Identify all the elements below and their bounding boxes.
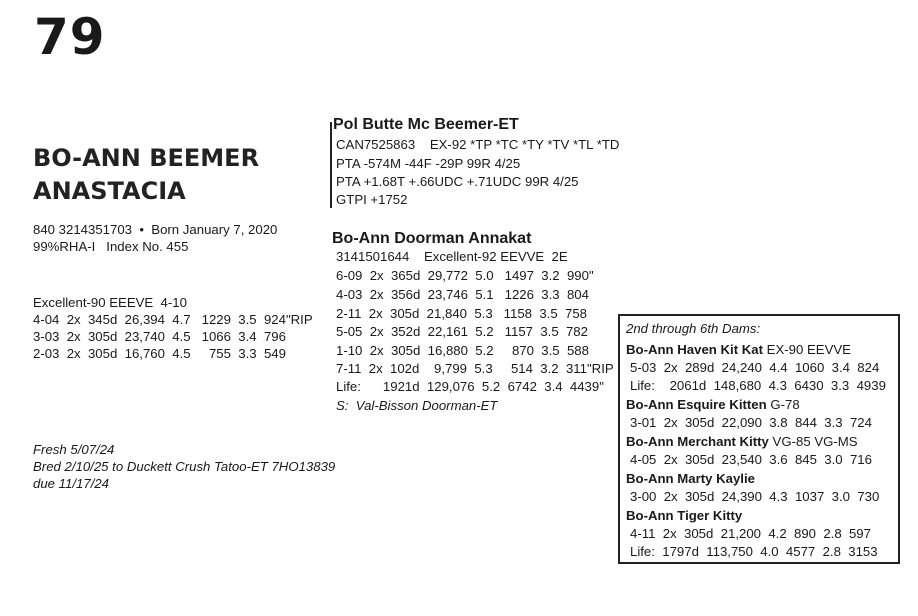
dam-record-6: 7-11 2x 102d 9,799 5.3 514 3.2 311"RIP (336, 361, 614, 376)
dam-record-3: 2-11 2x 305d 21,840 5.3 1158 3.5 758 (336, 306, 587, 321)
cow-name-line-1: BO-ANN BEEMER (33, 144, 260, 172)
sire-divider (330, 122, 332, 208)
cow-record-3: 2-03 2x 305d 16,760 4.5 755 3.3 549 (33, 346, 286, 361)
dam-name: Bo-Ann Doorman Annakat (332, 230, 532, 247)
ancestor-record: 4-05 2x 305d 23,540 3.6 845 3.0 716 (630, 452, 872, 467)
rha-index-line: 99%RHA-I Index No. 455 (33, 239, 189, 254)
cow-name-line-2: ANASTACIA (33, 177, 186, 205)
ancestor-6th-dam (626, 507, 742, 524)
dam-record-2: 4-03 2x 356d 23,746 5.1 1226 3.3 804 (336, 287, 589, 302)
ancestor-name: Bo-Ann Merchant Kitty (626, 434, 769, 449)
bred-info: Bred 2/10/25 to Duckett Crush Tatoo-ET 7HO13839 (33, 459, 336, 475)
lot-number: 79 (34, 8, 106, 66)
cow-classification: Excellent-90 EEEVE 4-10 (33, 295, 187, 310)
registration-line: 840 3214351703 • Born January 7, 2020 (33, 222, 278, 237)
ancestor-name: Bo-Ann Tiger Kitty (626, 508, 743, 523)
ancestor-record: 3-00 2x 305d 24,390 4.3 1037 3.0 730 (630, 489, 880, 504)
ancestor-name: Bo-Ann Esquire Kitten (626, 397, 767, 412)
ancestor-classification: EX-90 EEVVE (763, 342, 851, 357)
ancestor-name: Bo-Ann Haven Kit Kat (626, 342, 764, 357)
dam-registration: 3141501644 Excellent-92 EEVVE 2E (336, 249, 568, 264)
ancestor-lifetime: Life: 1797d 113,750 4.0 4577 2.8 3153 (630, 544, 878, 559)
sire-line-3: PTA +1.68T +.66UDC +.71UDC 99R 4/25 (336, 174, 579, 189)
sire-line-2: PTA -574M -44F -29P 99R 4/25 (336, 156, 521, 171)
dam-record-4: 5-05 2x 352d 22,161 5.2 1157 3.5 782 (336, 324, 588, 339)
cow-record-2: 3-03 2x 305d 23,740 4.5 1066 3.4 796 (33, 329, 286, 344)
ancestor-classification: VG-85 VG-MS (768, 434, 858, 449)
fresh-date: Fresh 5/07/24 (33, 442, 115, 457)
ancestor-5th-dam (626, 470, 755, 487)
cow-name (33, 142, 259, 208)
cow-record-1: 4-04 2x 345d 26,394 4.7 1229 3.5 924"RIP (33, 312, 313, 327)
ancestor-record: 4-11 2x 305d 21,200 4.2 890 2.8 597 (630, 526, 871, 541)
ancestor-record: 5-03 2x 289d 24,240 4.4 1060 3.4 824 (630, 360, 880, 375)
dam-record-1: 6-09 2x 365d 29,772 5.0 1497 3.2 990" (336, 268, 594, 283)
ancestor-2nd-dam (626, 341, 851, 358)
ancestry-heading: 2nd through 6th Dams: (626, 321, 761, 336)
breeding-notes (33, 441, 335, 493)
ancestor-name: Bo-Ann Marty Kaylie (626, 471, 755, 486)
ancestor-3rd-dam (626, 396, 800, 413)
due-date: due 11/17/24 (33, 476, 110, 492)
dam-lifetime: Life: 1921d 129,076 5.2 6742 3.4 4439" (336, 379, 604, 394)
ancestor-4th-dam (626, 433, 858, 450)
dam-record-5: 1-10 2x 305d 16,880 5.2 870 3.5 588 (336, 343, 589, 358)
sire-line-4: GTPI +1752 (336, 192, 408, 207)
ancestor-record: 3-01 2x 305d 22,090 3.8 844 3.3 724 (630, 415, 872, 430)
dam-sire-note: S: Val-Bisson Doorman-ET (336, 398, 498, 413)
sire-name: Pol Butte Mc Beemer-ET (333, 116, 519, 133)
sire-line-1: CAN7525863 EX-92 *TP *TC *TY *TV *TL *TD (336, 137, 620, 152)
ancestor-lifetime: Life: 2061d 148,680 4.3 6430 3.3 4939 (630, 378, 886, 393)
ancestor-classification: G-78 (766, 397, 800, 412)
